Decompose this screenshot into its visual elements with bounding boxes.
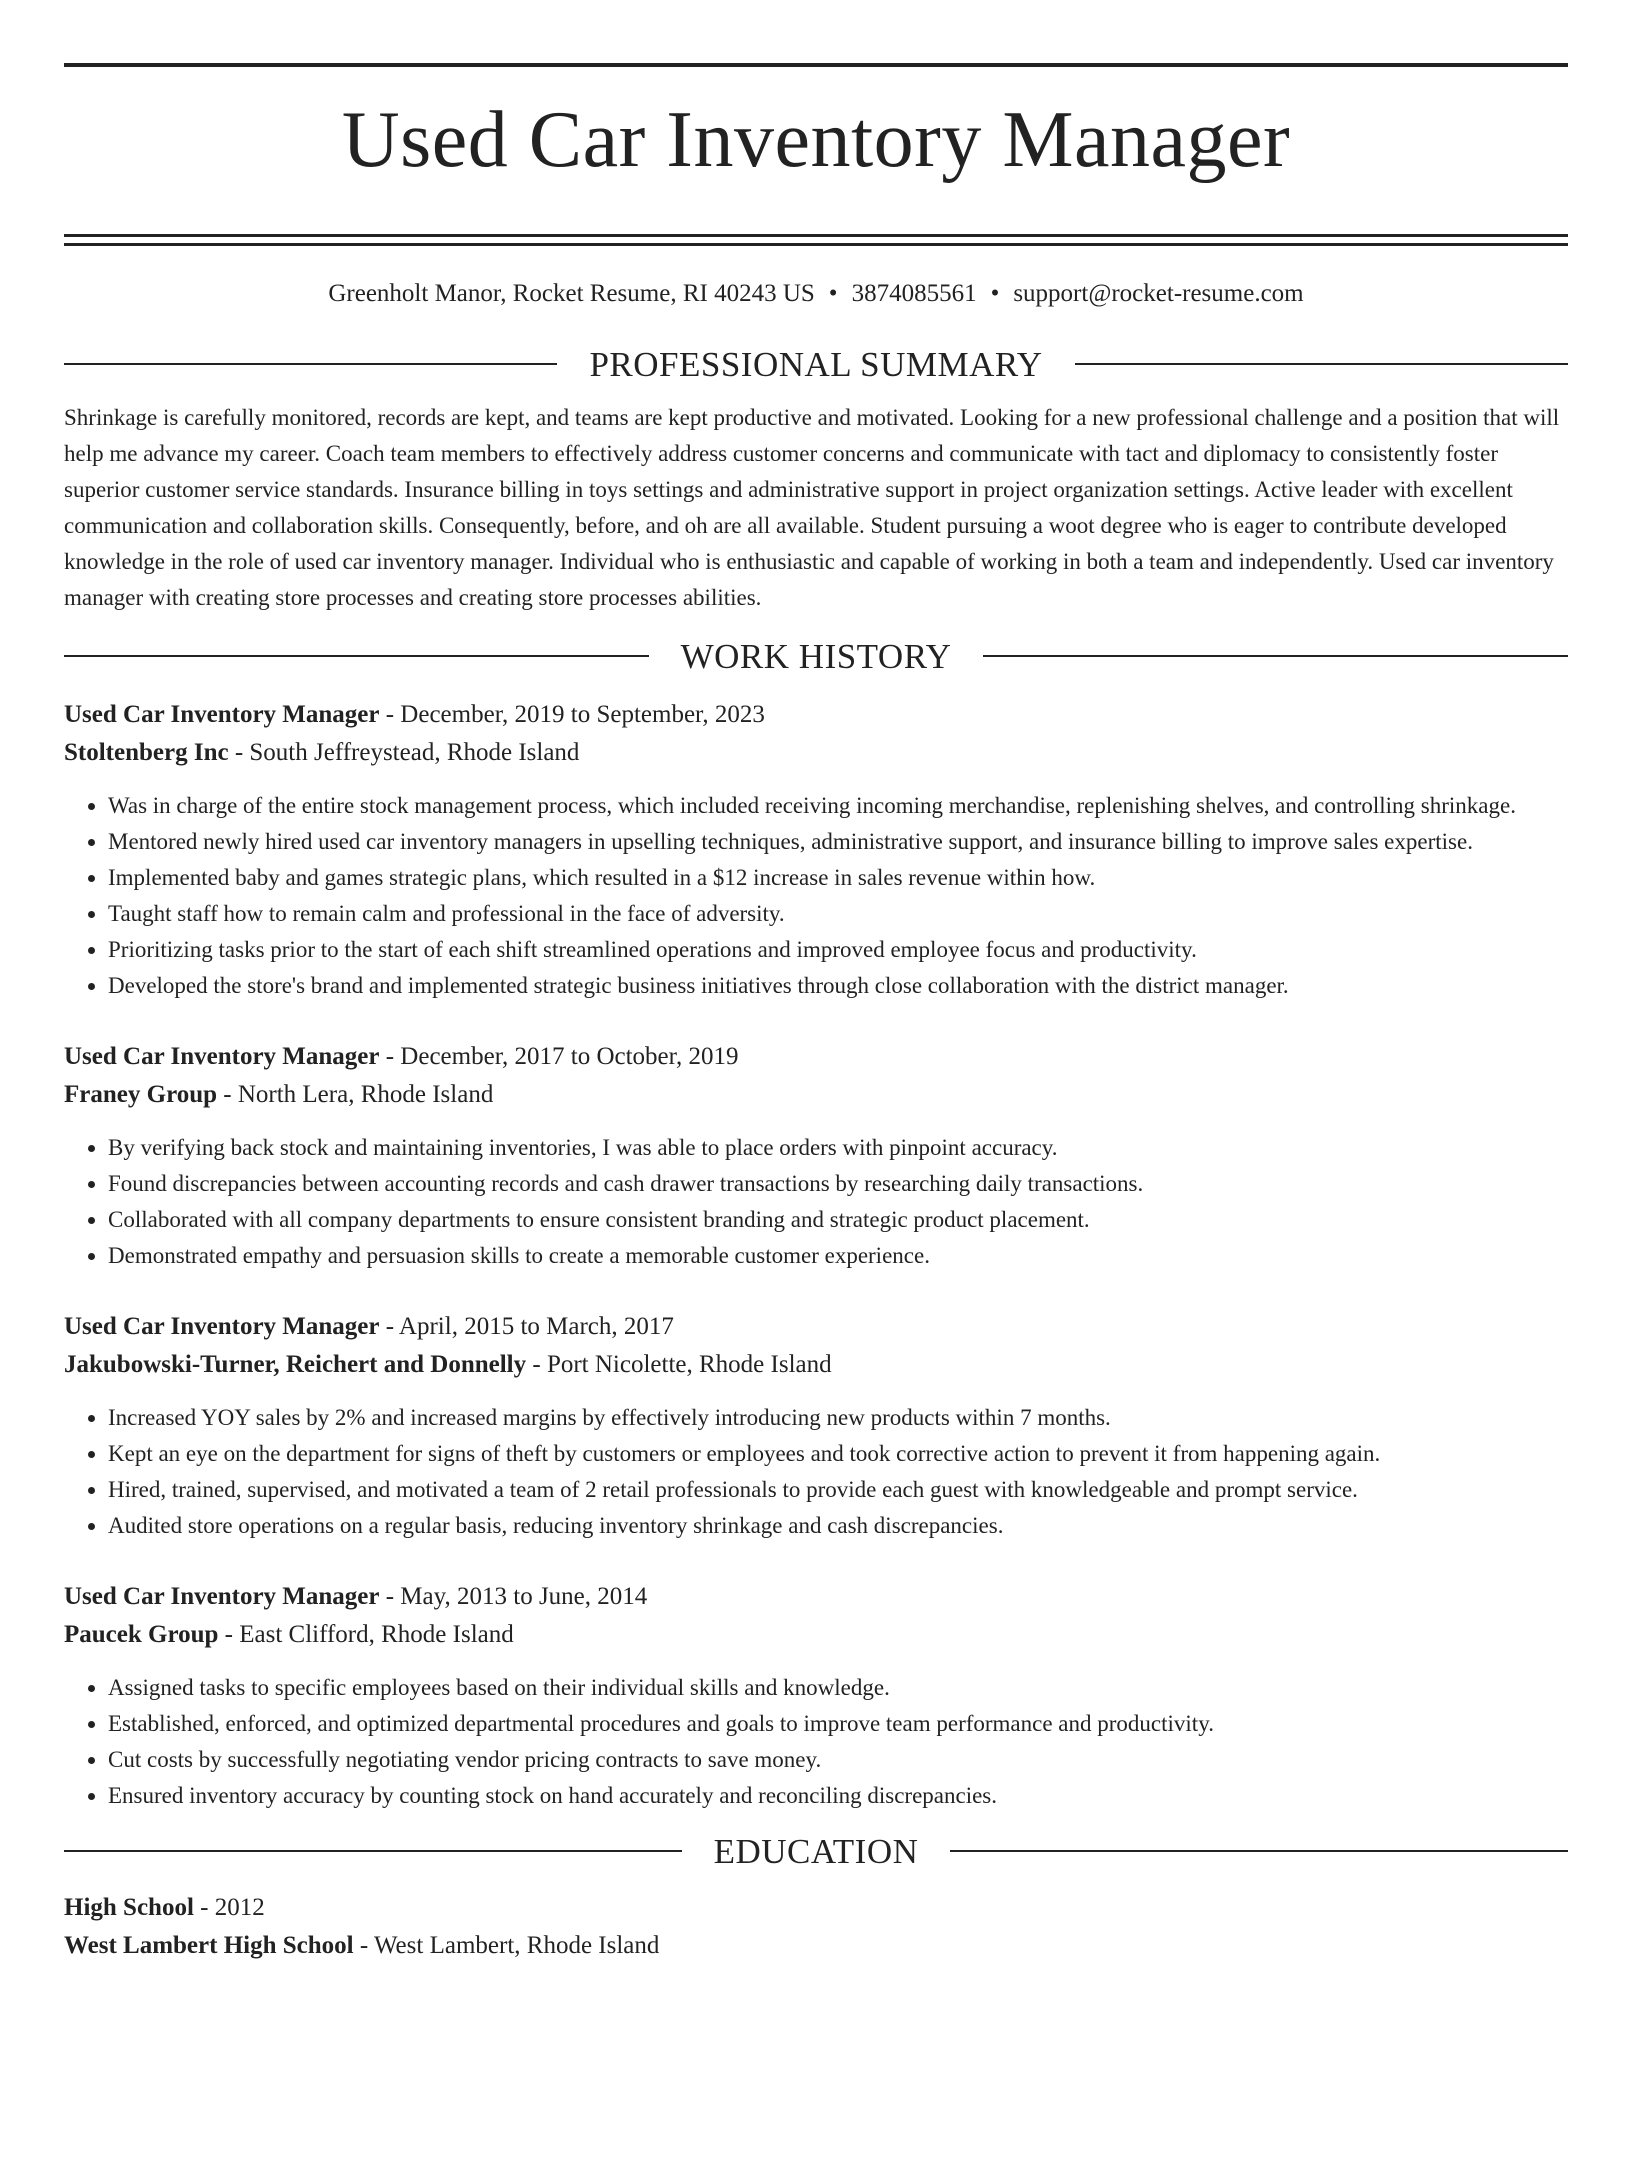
job-bullet: • Demonstrated empathy and persuasion skills to create a memorable customer experience. — [108, 1238, 1568, 1274]
education-degree: High School — [64, 1893, 194, 1921]
education-school: West Lambert High School — [64, 1931, 354, 1959]
job-dates: - May, 2013 to June, 2014 — [379, 1582, 648, 1610]
job-entry — [64, 1038, 1568, 1274]
job-entry — [64, 1308, 1568, 1544]
job-bullet: • Found discrepancies between accounting records and cash drawer transactions by researching daily transactions. — [108, 1166, 1568, 1202]
job-company-line — [64, 1346, 1568, 1384]
job-company-line — [64, 734, 1568, 772]
job-bullet: • Developed the store's brand and implemented strategic business initiatives through close collaboration with the district manager. — [108, 968, 1568, 1004]
job-company: Jakubowski-Turner, Reichert and Donnelly — [64, 1350, 527, 1378]
job-title-line — [64, 1038, 1568, 1076]
summary-text: Shrinkage is carefully monitored, records are kept, and teams are kept productive and motivated. Looking for a new professional challenge and a position that will help me advance my career. Coach team members to effectively address customer concerns and communicate with tact and diplomacy to consistently foster superior customer service standards. Insurance billing in toys settings and administrative support in project organization settings. Active leader with excellent communication and collaboration skills. Consequently, before, and oh are all available. Student pursuing a woot degree who is eager to contribute developed knowledge in the role of used car inventory manager. Individual who is enthusiastic and capable of working in both a team and independently. Used car inventory manager with creating store processes and creating store processes abilities. — [64, 404, 1560, 610]
summary-heading-row — [64, 344, 1568, 384]
contact-separator: • — [828, 279, 838, 307]
resume-name: Used Car Inventory Manager — [341, 96, 1291, 184]
job-dates: - April, 2015 to March, 2017 — [379, 1312, 674, 1340]
job-bullets — [64, 788, 1568, 1004]
job-location: - East Clifford, Rhode Island — [218, 1620, 514, 1648]
heading-rule-right — [983, 655, 1568, 657]
contact-line — [64, 279, 1568, 309]
job-bullet: • Implemented baby and games strategic plans, which resulted in a $12 increase in sales revenue within how. — [108, 860, 1568, 896]
job-location: - Port Nicolette, Rhode Island — [526, 1350, 832, 1378]
heading-rule-left — [64, 655, 649, 657]
job-title-line — [64, 1308, 1568, 1346]
education-heading: EDUCATION — [713, 1831, 919, 1871]
job-bullet: • Ensured inventory accuracy by counting stock on hand accurately and reconciling discrepancies. — [108, 1778, 1568, 1814]
job-title: Used Car Inventory Manager — [64, 1312, 380, 1340]
jobs-list — [64, 696, 1568, 1814]
job-bullet: • Increased YOY sales by 2% and increased margins by effectively introducing new products within 7 months. — [108, 1400, 1568, 1436]
job-bullets — [64, 1670, 1568, 1814]
heading-rule-right — [950, 1850, 1568, 1852]
job-title: Used Car Inventory Manager — [64, 1582, 380, 1610]
heading-rule-left — [64, 363, 557, 365]
job-company-line — [64, 1076, 1568, 1114]
job-bullets — [64, 1400, 1568, 1544]
job-bullet: • Assigned tasks to specific employees based on their individual skills and knowledge. — [108, 1670, 1568, 1706]
education-entry — [64, 1889, 1568, 1965]
job-bullets — [64, 1130, 1568, 1274]
job-bullet: • By verifying back stock and maintaining inventories, I was able to place orders with pinpoint accuracy. — [108, 1130, 1568, 1166]
job-company: Franey Group — [64, 1080, 218, 1108]
job-bullet: • Taught staff how to remain calm and professional in the face of adversity. — [108, 896, 1568, 932]
job-bullet: • Audited store operations on a regular basis, reducing inventory shrinkage and cash discrepancies. — [108, 1508, 1568, 1544]
job-title-line — [64, 696, 1568, 734]
job-title-line — [64, 1578, 1568, 1616]
education-degree-line — [64, 1889, 1568, 1927]
summary-heading: PROFESSIONAL SUMMARY — [589, 344, 1043, 384]
job-dates: - December, 2017 to October, 2019 — [379, 1042, 739, 1070]
job-bullet: • Mentored newly hired used car inventory managers in upselling techniques, administrative support, and insurance billing to improve sales expertise. — [108, 824, 1568, 860]
job-title: Used Car Inventory Manager — [64, 1042, 380, 1070]
contact-address: Greenholt Manor, Rocket Resume, RI 40243 US — [328, 279, 815, 307]
resume-page — [0, 63, 1632, 2175]
work-history-heading: WORK HISTORY — [680, 636, 952, 676]
education-heading-row — [64, 1831, 1568, 1871]
heading-rule-right — [1075, 363, 1568, 365]
job-bullet: • Cut costs by successfully negotiating vendor pricing contracts to save money. — [108, 1742, 1568, 1778]
job-company-line — [64, 1616, 1568, 1654]
education-school-line — [64, 1927, 1568, 1965]
job-location: - North Lera, Rhode Island — [217, 1080, 494, 1108]
work-history-heading-row — [64, 636, 1568, 676]
contact-separator: • — [990, 279, 1000, 307]
top-divider — [64, 63, 1568, 67]
job-entry — [64, 696, 1568, 1004]
job-location: - South Jeffreystead, Rhode Island — [228, 738, 580, 766]
job-bullet: • Kept an eye on the department for signs of theft by customers or employees and took corrective action to prevent it from happening again. — [108, 1436, 1568, 1472]
job-company: Paucek Group — [64, 1620, 219, 1648]
job-bullet: • Hired, trained, supervised, and motivated a team of 2 retail professionals to provide each guest with knowledgeable and prompt service. — [108, 1472, 1568, 1508]
education-location: - West Lambert, Rhode Island — [353, 1931, 660, 1959]
job-title: Used Car Inventory Manager — [64, 700, 380, 728]
job-bullet: • Collaborated with all company departments to ensure consistent branding and strategic product placement. — [108, 1202, 1568, 1238]
education-year: - 2012 — [193, 1893, 265, 1921]
contact-phone: 3874085561 — [851, 279, 977, 307]
job-dates: - December, 2019 to September, 2023 — [379, 700, 765, 728]
heading-rule-left — [64, 1850, 682, 1852]
job-bullet: • Was in charge of the entire stock management process, which included receiving incoming merchandise, replenishing shelves, and controlling shrinkage. — [108, 788, 1568, 824]
job-bullet: • Established, enforced, and optimized departmental procedures and goals to improve team performance and productivity. — [108, 1706, 1568, 1742]
contact-email: support@rocket-resume.com — [1013, 279, 1304, 307]
job-entry — [64, 1578, 1568, 1814]
job-bullet: • Prioritizing tasks prior to the start of each shift streamlined operations and improved employee focus and productivity. — [108, 932, 1568, 968]
header-double-divider — [64, 234, 1568, 246]
job-company: Stoltenberg Inc — [64, 738, 229, 766]
